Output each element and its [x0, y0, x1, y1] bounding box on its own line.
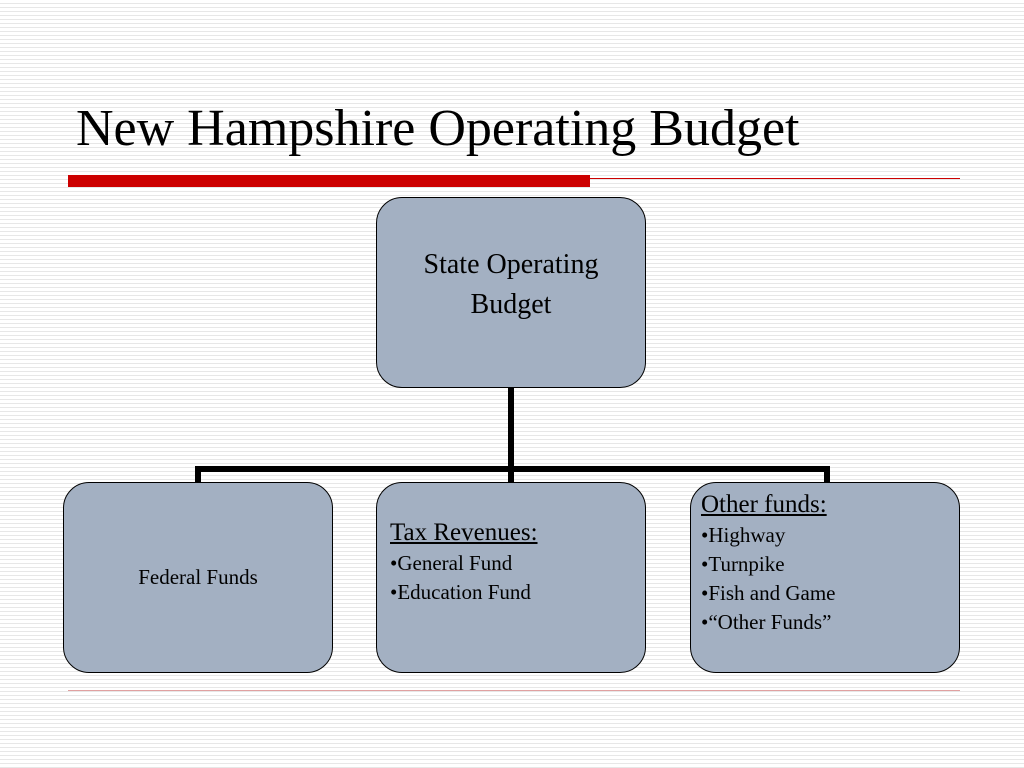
- list-item: •Turnpike: [701, 551, 785, 576]
- list-item: •“Other Funds”: [701, 609, 832, 634]
- node-tax-revenues-heading: Tax Revenues:: [390, 519, 538, 546]
- list-item: •General Fund: [390, 550, 513, 575]
- node-federal-funds-label: Federal Funds: [138, 565, 258, 589]
- node-tax-revenues-list: [390, 549, 645, 607]
- node-other-funds: [690, 482, 960, 673]
- node-other-funds-list: [701, 521, 959, 637]
- node-tax-revenues: [376, 482, 646, 673]
- list-item: •Fish and Game: [701, 580, 836, 605]
- slide-title: New Hampshire Operating Budget: [76, 100, 800, 157]
- footer-divider: [68, 690, 960, 691]
- list-item: •Highway: [701, 522, 786, 547]
- node-state-operating-budget-label: State Operating Budget: [423, 249, 599, 320]
- node-other-funds-heading: Other funds:: [701, 491, 827, 518]
- node-state-operating-budget: [376, 197, 646, 388]
- node-federal-funds: [63, 482, 333, 673]
- list-item: •Education Fund: [390, 579, 531, 604]
